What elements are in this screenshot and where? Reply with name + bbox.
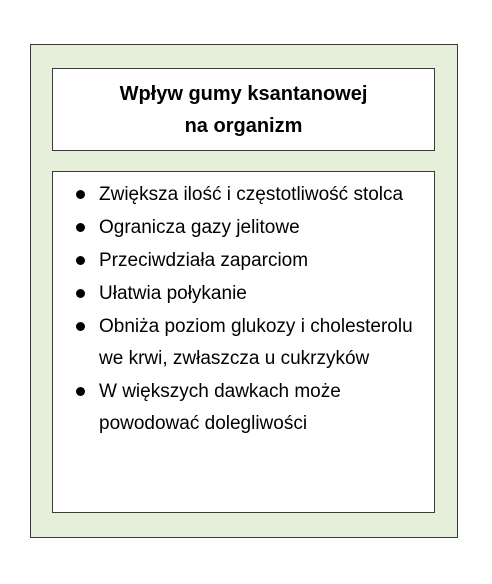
- effect-item: [53, 376, 434, 440]
- effect-item: [53, 311, 434, 375]
- effect-item: [53, 245, 434, 277]
- effect-text: Ogranicza gazy jelitowe: [99, 217, 300, 238]
- bullet-icon: [76, 289, 85, 298]
- effect-text: Ułatwia połykanie: [99, 283, 247, 304]
- title-box: [52, 68, 435, 151]
- effect-item: [53, 212, 434, 244]
- effect-item: [53, 278, 434, 310]
- effects-box: [52, 171, 435, 513]
- bullet-icon: [76, 256, 85, 265]
- title-line-2: na organizm: [184, 114, 303, 137]
- bullet-icon: [76, 190, 85, 199]
- bullet-icon: [76, 223, 85, 232]
- effect-text: Obniża poziom glukozy i cholesterolu we krwi, zwłaszcza u cukrzyków: [99, 316, 413, 369]
- title-line-1: Wpływ gumy ksantanowej: [119, 82, 368, 105]
- effect-item: [53, 179, 434, 211]
- bullet-icon: [76, 322, 85, 331]
- effects-list: [53, 172, 434, 440]
- effect-text: Przeciwdziała zaparciom: [99, 250, 309, 271]
- effect-text: W większych dawkach może powodować dolegliwości: [99, 381, 341, 434]
- bullet-icon: [76, 387, 85, 396]
- effect-text: Zwiększa ilość i częstotliwość stolca: [99, 184, 404, 205]
